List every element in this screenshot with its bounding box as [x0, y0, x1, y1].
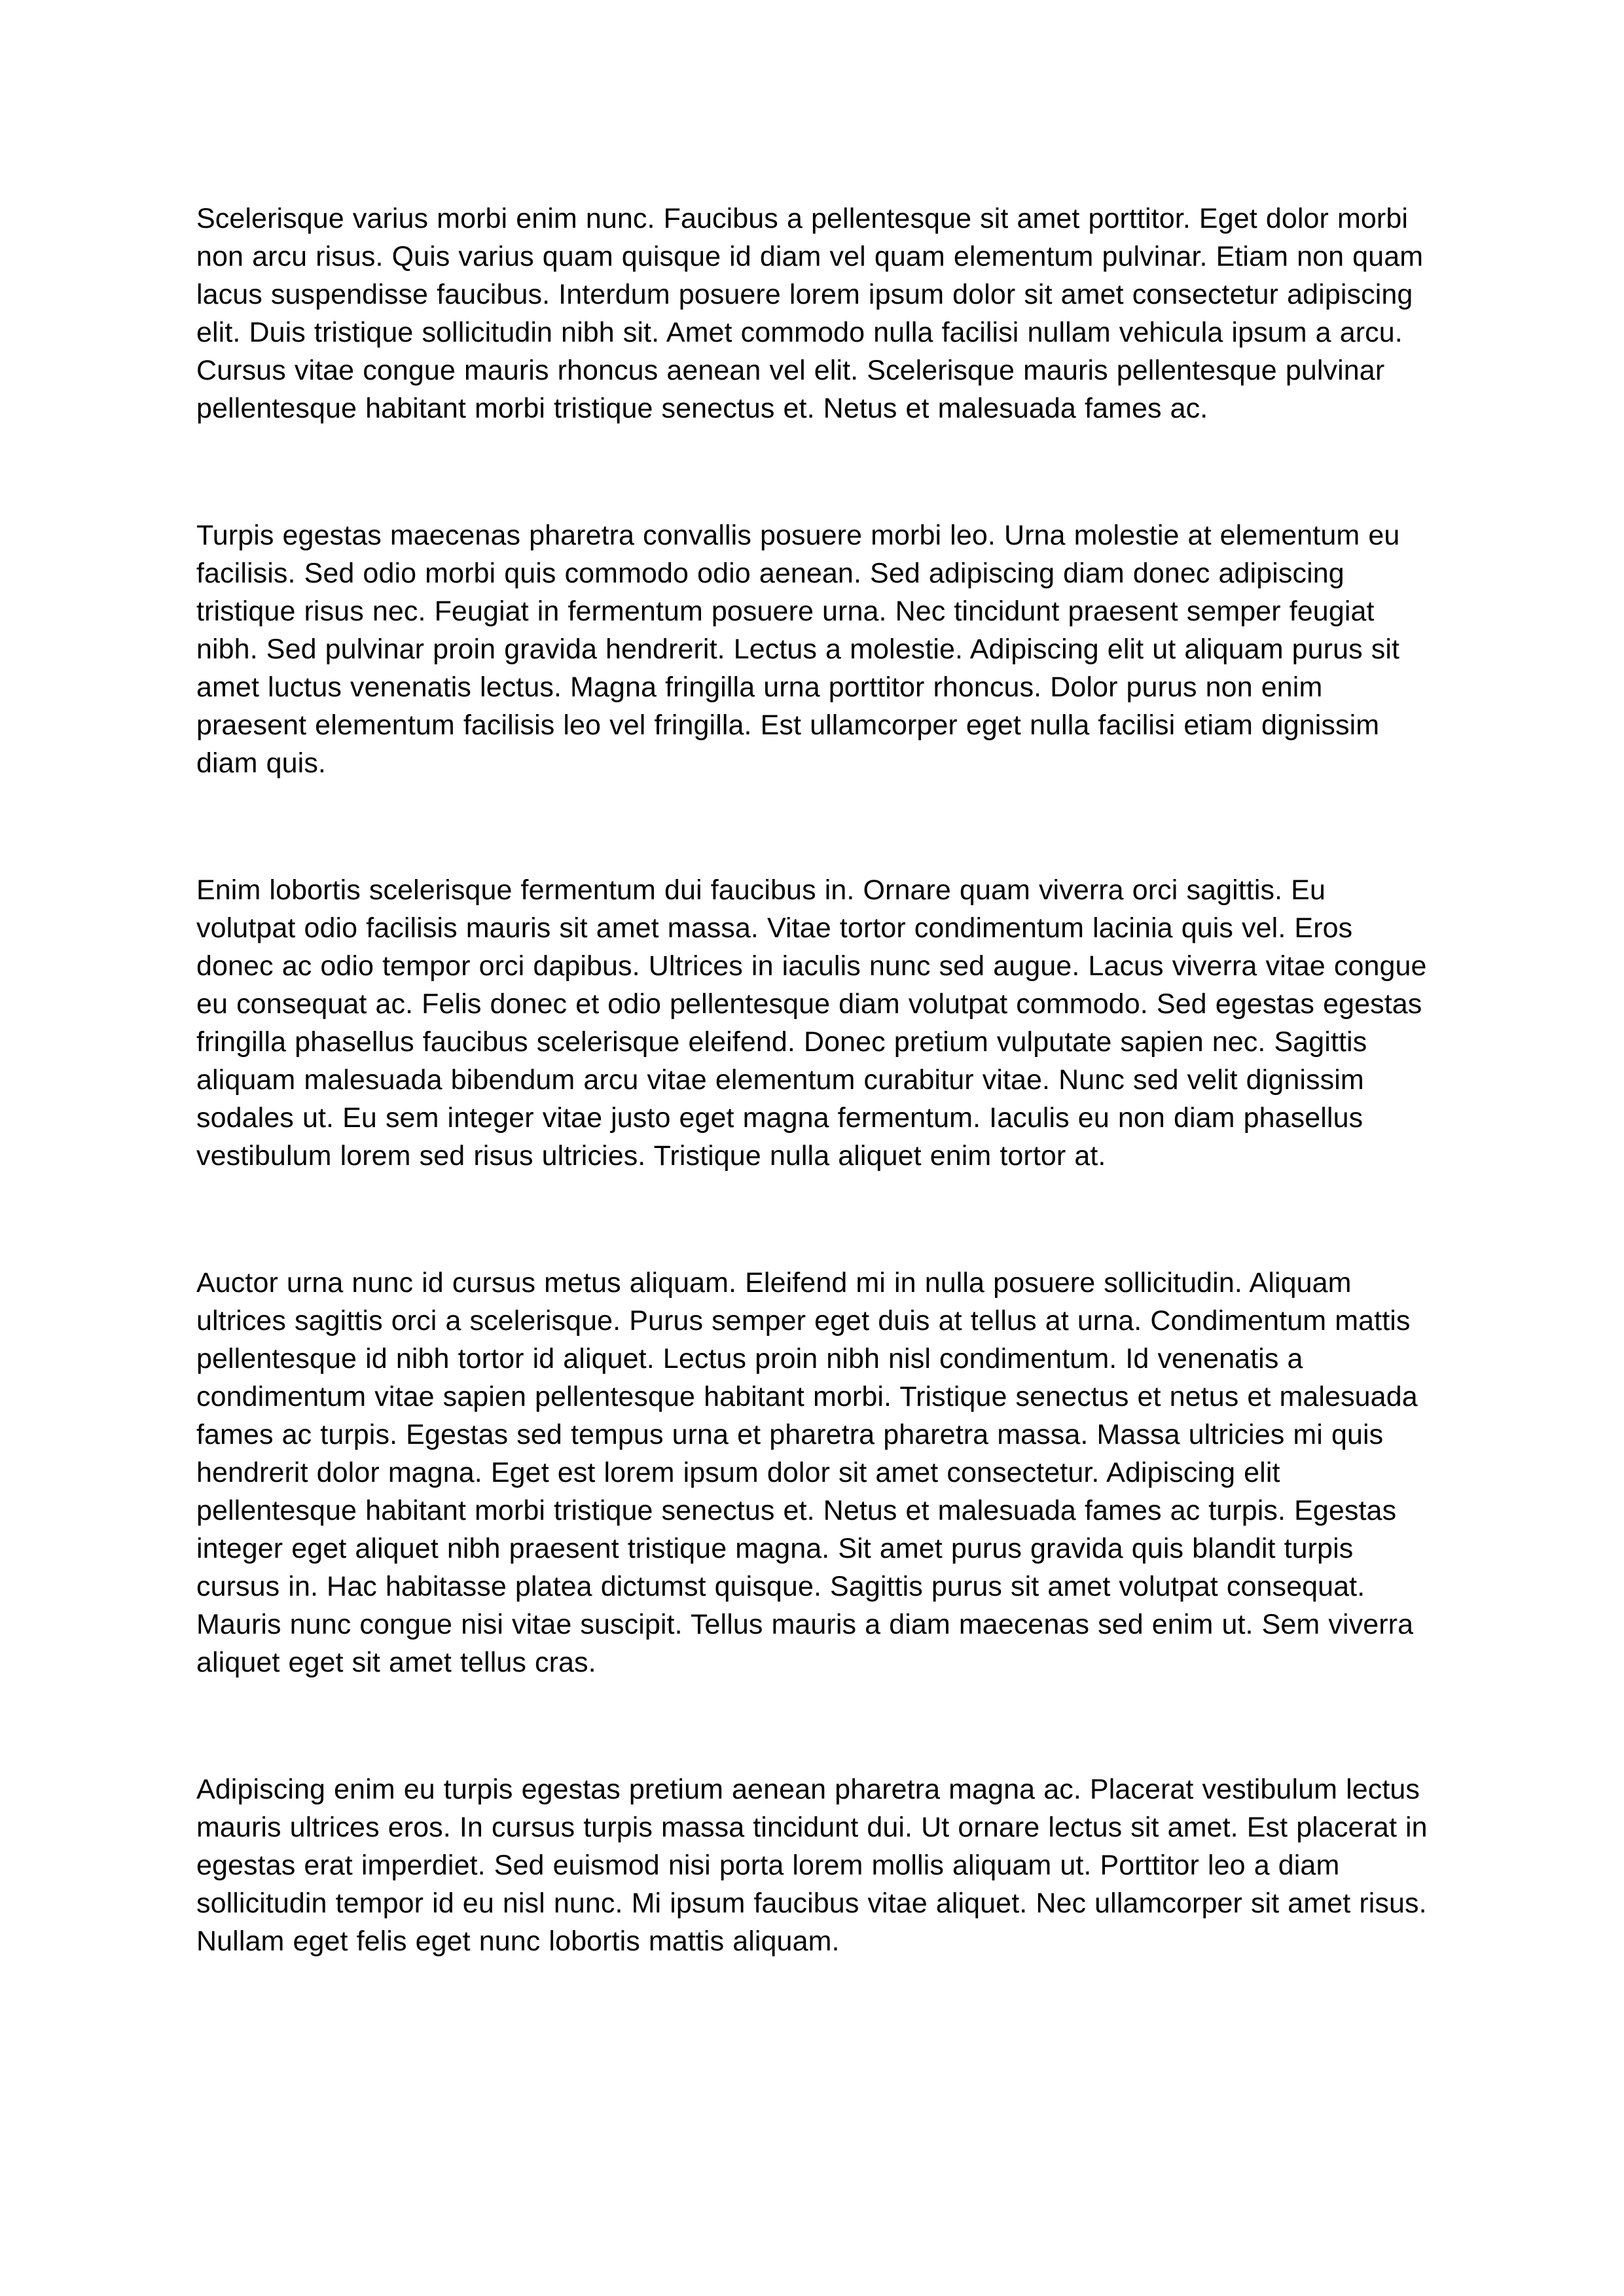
paragraph-1: Scelerisque varius morbi enim nunc. Faucibus a pellentesque sit amet porttitor. Eget dolor morbi non arcu risus. Quis varius quam quisque id diam vel quam elementum pulvinar. Etiam non quam lacus suspendisse faucibus. Interdum posuere lorem ipsum dolor sit amet consectetur adipiscing elit. Duis tristique sollicitudin nibh sit. Amet commodo nulla facilisi nullam vehicula ipsum a arcu. Cursus vitae congue mauris rhoncus aenean vel elit. Scelerisque mauris pellentesque pulvinar pellentesque habitant morbi tristique senectus et. Netus et malesuada fames ac. — [196, 203, 1424, 424]
paragraph-2: Turpis egestas maecenas pharetra convallis posuere morbi leo. Urna molestie at elementum eu facilisis. Sed odio morbi quis commodo odio aenean. Sed adipiscing diam donec adipiscing tristique risus nec. Feugiat in fermentum posuere urna. Nec tincidunt praesent semper feugiat nibh. Sed pulvinar proin gravida hendrerit. Lectus a molestie. Adipiscing elit ut aliquam purus sit amet luctus venenatis lectus. Magna fringilla urna porttitor rhoncus. Dolor purus non enim praesent elementum facilisis leo vel fringilla. Est ullamcorper eget nulla facilisi etiam dignissim diam quis. — [196, 520, 1400, 779]
paragraph-3: Enim lobortis scelerisque fermentum dui faucibus in. Ornare quam viverra orci sagittis. Eu volutpat odio facilisis mauris sit amet massa. Vitae tortor condimentum lacinia quis vel. Eros donec ac odio tempor orci dapibus. Ultrices in iaculis nunc sed augue. Lacus viverra vitae congue eu consequat ac. Felis donec et odio pellentesque diam volutpat commodo. Sed egestas egestas fringilla phasellus faucibus scelerisque eleifend. Donec pretium vulputate sapien nec. Sagittis aliquam malesuada bibendum arcu vitae elementum curabitur vitae. Nunc sed velit dignissim sodales ut. Eu sem integer vitae justo eget magna fermentum. Iaculis eu non diam phasellus vestibulum lorem sed risus ultricies. Tristique nulla aliquet enim tortor at. — [196, 874, 1427, 1172]
paragraph-5: Adipiscing enim eu turpis egestas pretium aenean pharetra magna ac. Placerat vestibulum lectus mauris ultrices eros. In cursus turpis massa tincidunt dui. Ut ornare lectus sit amet. Est placerat in egestas erat imperdiet. Sed euismod nisi porta lorem mollis aliquam ut. Porttitor leo a diam sollicitudin tempor id eu nisl nunc. Mi ipsum faucibus vitae aliquet. Nec ullamcorper sit amet risus. Nullam eget felis eget nunc lobortis mattis aliquam. — [196, 1774, 1428, 1957]
paragraph-4: Auctor urna nunc id cursus metus aliquam. Eleifend mi in nulla posuere sollicitudin. Aliquam ultrices sagittis orci a scelerisque. Purus semper eget duis at tellus at urna. Condimentum mattis pellentesque id nibh tortor id aliquet. Lectus proin nibh nisl condimentum. Id venenatis a condimentum vitae sapien pellentesque habitant morbi. Tristique senectus et netus et malesuada fames ac turpis. Egestas sed tempus urna et pharetra pharetra massa. Massa ultricies mi quis hendrerit dolor magna. Eget est lorem ipsum dolor sit amet consectetur. Adipiscing elit pellentesque habitant morbi tristique senectus et. Netus et malesuada fames ac turpis. Egestas integer eget aliquet nibh praesent tristique magna. Sit amet purus gravida quis blandit turpis cursus in. Hac habitasse platea dictumst quisque. Sagittis purus sit amet volutpat consequat. Mauris nunc congue nisi vitae suscipit. Tellus mauris a diam maecenas sed enim ut. Sem viverra aliquet eget sit amet tellus cras. — [196, 1267, 1418, 1678]
